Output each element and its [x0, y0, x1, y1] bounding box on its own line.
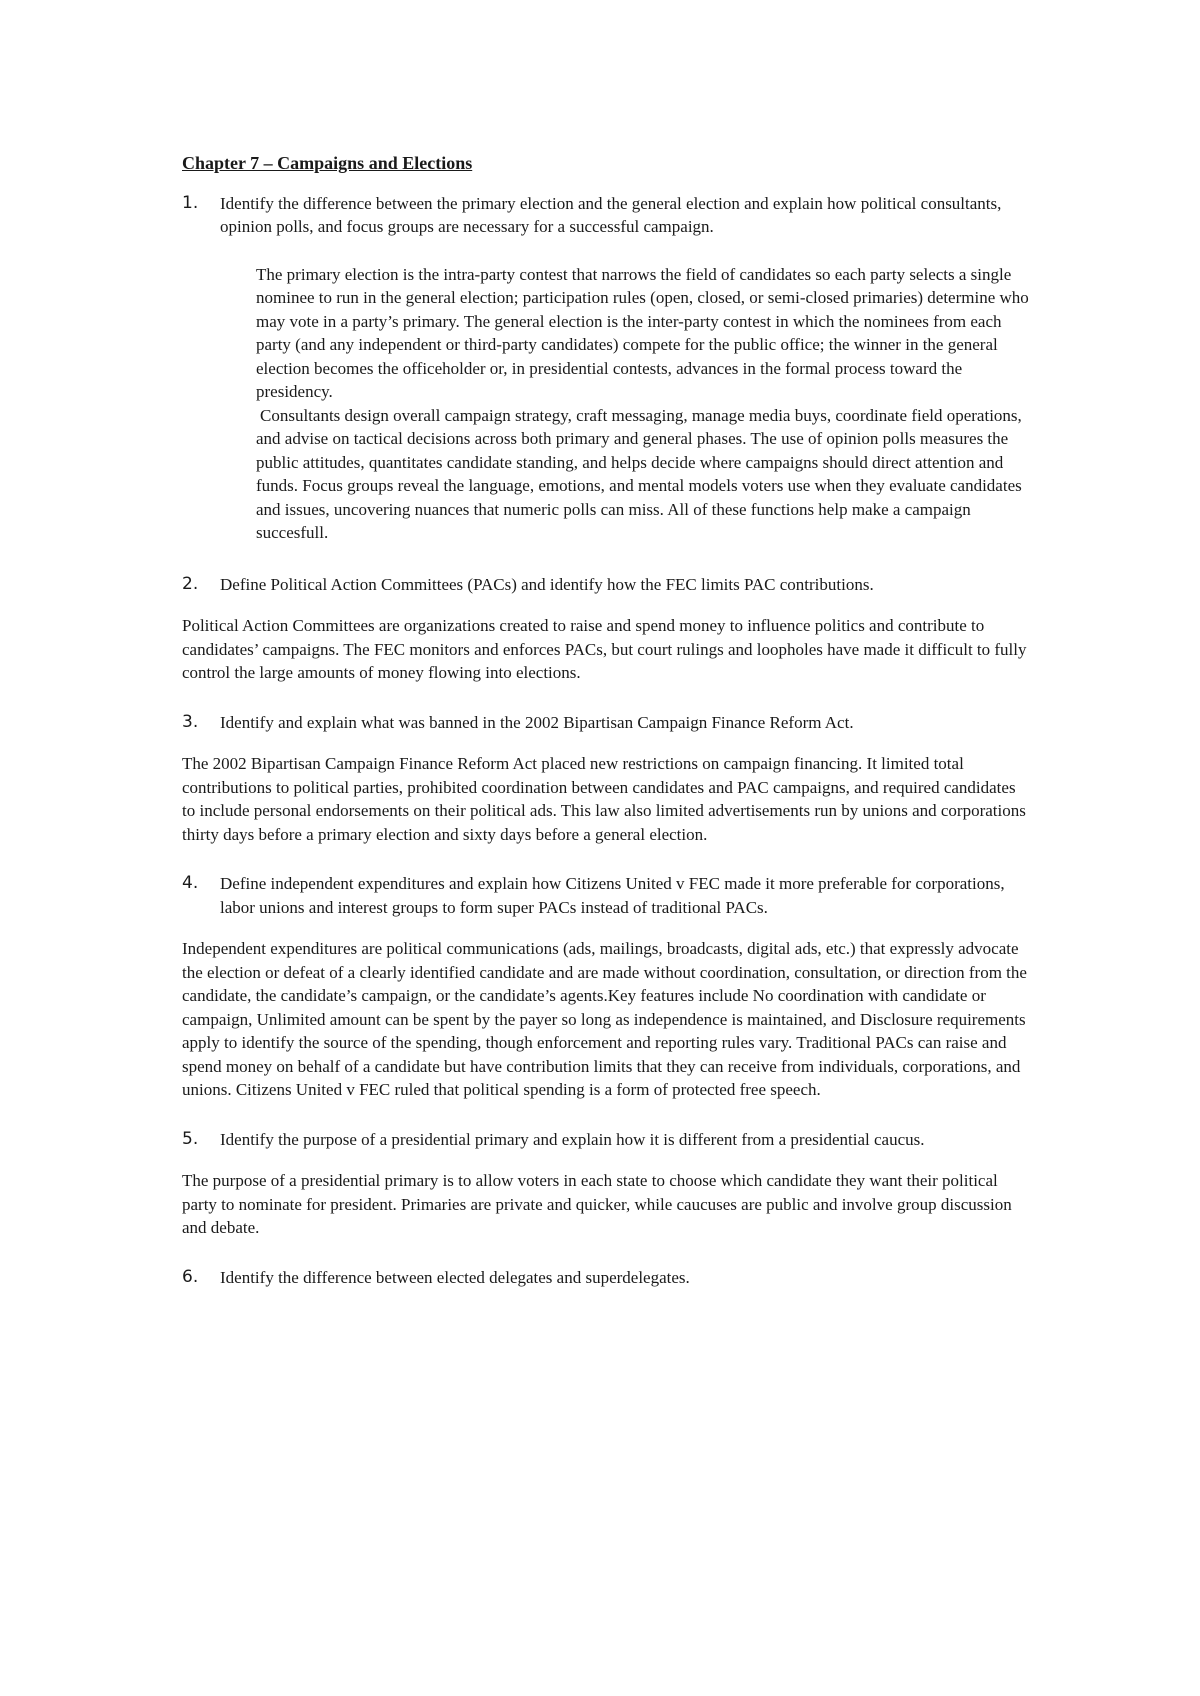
question-number: 6. [182, 1266, 199, 1287]
answer-3: The 2002 Bipartisan Campaign Finance Reform Act placed new restrictions on campaign financing. It limited total contributions to political parties, prohibited coordination between candidates and PAC campaigns, and required candidates to include personal endorsements on their political ads. This law also limited advertisements run by unions and corporations thirty days before a primary election and sixty days before a general election. [182, 754, 1026, 844]
question-text: Identify the difference between the primary election and the general election and explain how political consultants, opinion polls, and focus groups are necessary for a successful campaign. [220, 193, 1002, 236]
question-4 [182, 872, 1030, 919]
question-3 [182, 711, 1030, 735]
question-text: Identify the difference between elected delegates and superdelegates. [220, 1267, 690, 1287]
question-2 [182, 573, 1030, 597]
question-text: Identify and explain what was banned in the 2002 Bipartisan Campaign Finance Reform Act. [220, 712, 854, 732]
answer-1-paragraph-2: Consultants design overall campaign strategy, craft messaging, manage media buys, coordinate field operations, and advise on tactical decisions across both primary and general phases. The use of opinion polls measures the public attitudes, quantitates candidate standing, and helps decide where campaigns should direct attention and funds. Focus groups reveal the language, emotions, and mental models voters use when they evaluate candidates and issues, uncovering nuances that numeric polls can miss. All of these functions help make a campaign succesfull. [256, 405, 1022, 542]
question-text: Identify the purpose of a presidential primary and explain how it is different from a presidential caucus. [220, 1129, 925, 1149]
question-number: 2. [182, 573, 199, 594]
question-number: 5. [182, 1128, 199, 1149]
question-text: Define Political Action Committees (PACs) and identify how the FEC limits PAC contributions. [220, 574, 874, 594]
question-1 [182, 192, 1030, 239]
question-6 [182, 1266, 1030, 1290]
answer-4: Independent expenditures are political communications (ads, mailings, broadcasts, digital ads, etc.) that expressly advocate the election or defeat of a clearly identified candidate and are made without coordination, consultation, or direction from the candidate, the candidate’s campaign, or the candidate’s agents.Key features include No coordination with candidate or campaign, Unlimited amount can be spent by the payer so long as independence is maintained, and Disclosure requirements apply to identify the source of the spending, though enforcement and reporting rules vary. Traditional PACs can raise and spend money on behalf of a candidate but have contribution limits that they can receive from individuals, corporations, and unions. Citizens United v FEC ruled that political spending is a form of protected free speech. [182, 939, 1027, 1099]
answer-2: Political Action Committees are organizations created to raise and spend money to influence politics and contribute to candidates’ campaigns. The FEC monitors and enforces PACs, but court rulings and loopholes have made it difficult to fully control the large amounts of money flowing into elections. [182, 616, 1027, 682]
question-number: 3. [182, 711, 199, 732]
answer-1 [256, 263, 1030, 545]
chapter-title: Chapter 7 – Campaigns and Elections [182, 153, 473, 173]
question-number: 1. [182, 192, 199, 213]
answer-1-paragraph-1: The primary election is the intra-party contest that narrows the field of candidates so each party selects a single nominee to run in the general election; participation rules (open, closed, or semi-closed primaries) determine who may vote in a party’s primary. The general election is the inter-party contest in which the nominees from each party (and any independent or third-party candidates) compete for the public office; the winner in the general election becomes the officeholder or, in presidential contests, advances in the formal process toward the presidency. [256, 264, 1029, 401]
question-number: 4. [182, 873, 199, 893]
answer-5: The purpose of a presidential primary is to allow voters in each state to choose which candidate they want their political party to nominate for president. Primaries are private and quicker, while caucuses are public and involve group discussion and debate. [182, 1171, 1012, 1237]
question-text: Define independent expenditures and explain how Citizens United v FEC made it more preferable for corporations, labor unions and interest groups to form super PACs instead of traditional PACs. [220, 874, 1005, 917]
document-page [182, 152, 1030, 1289]
question-5 [182, 1128, 1030, 1152]
